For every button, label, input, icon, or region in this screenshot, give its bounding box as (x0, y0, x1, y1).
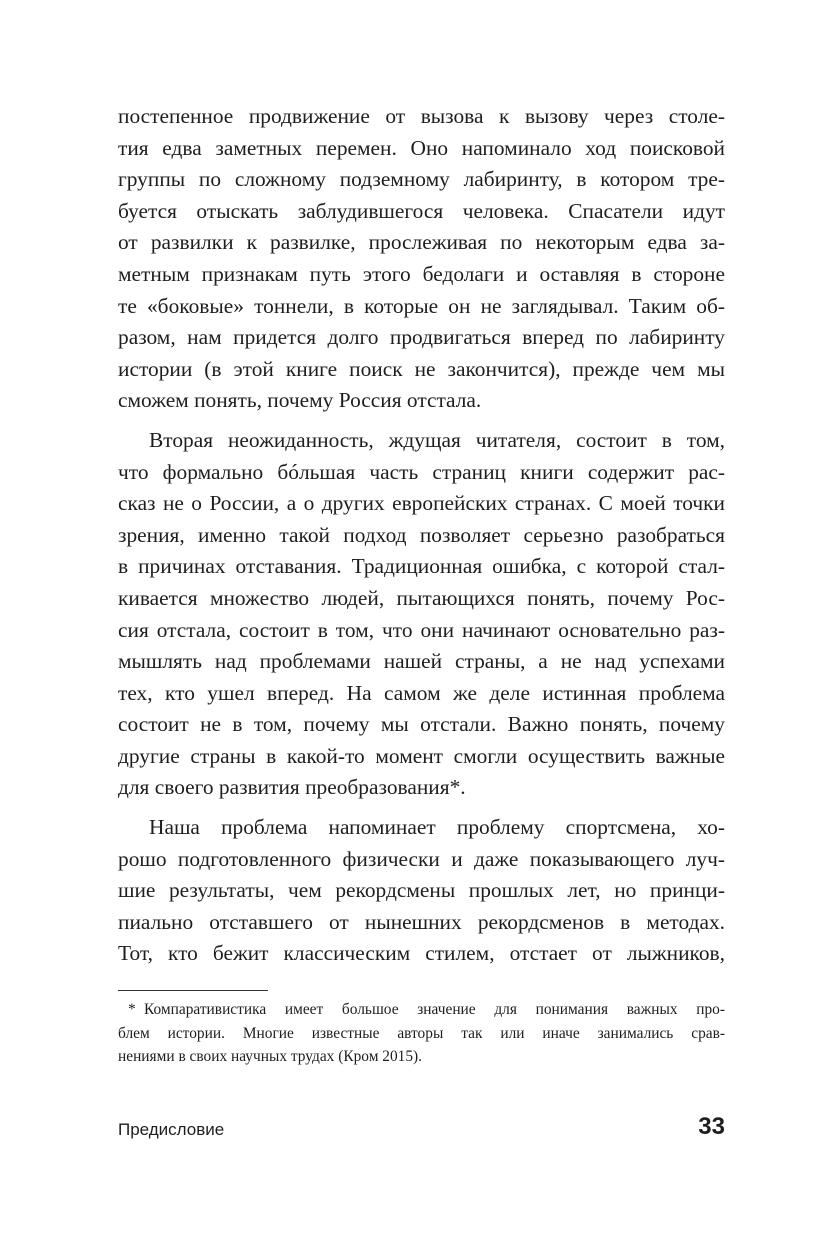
text-line: группы по сложному подземному лабиринту, в котором тре- (118, 167, 725, 192)
text-line: в причинах отставания. Традиционная ошибка, с которой стал- (118, 554, 725, 579)
text-line: тех, кто ушел вперед. На самом же деле истинная проблема (118, 680, 725, 705)
text-line: сия отстала, состоит в том, что они начинают основательно раз- (118, 617, 725, 642)
footnote-divider (118, 990, 268, 991)
footnote-mark: * (128, 1001, 136, 1018)
main-text (118, 101, 725, 970)
text-line: от развилки к развилке, прослеживая по некоторым едва за- (118, 230, 725, 255)
text-line: сказ не о России, а о других европейских странах. С моей точки (118, 491, 725, 516)
paragraph-spacer (118, 804, 725, 812)
text-line: постепенное продвижение от вызова к вызову через столе- (118, 104, 725, 128)
text-line: что формально бóльшая часть страниц книги содержит рас- (118, 459, 725, 484)
text-line: буется отыскать заблудившегося человека. Спасатели идут (118, 198, 725, 223)
text-line: шие результаты, чем рекордсмены прошлых лет, но принци- (118, 878, 725, 903)
text-line: истории (в этой книге поиск не закончится), прежде чем мы (118, 356, 725, 381)
paragraph-spacer (118, 417, 725, 425)
text-line: мышлять над проблемами нашей страны, а не над успехами (118, 649, 725, 674)
text-line: метным признакам путь этого бедолаги и оставляя в стороне (118, 261, 725, 286)
text-line: те «боковые» тоннели, в которые он не заглядывал. Таким об- (118, 293, 725, 318)
text-line: Наша проблема напоминает проблему спортсмена, хо- (149, 815, 725, 840)
text-line: кивается множество людей, пытающихся понять, почему Рос- (118, 585, 725, 610)
text-line: сможем понять, почему Россия отстала. (118, 388, 482, 413)
footnote-line: Компаративистика имеет большое значение для понимания важных про- (144, 1001, 725, 1018)
text-line: разом, нам придется долго продвигаться вперед по лабиринту (118, 325, 725, 350)
footnote (118, 998, 725, 1069)
footnote-line: блем истории. Многие известные авторы так или иначе занимались срав- (118, 1024, 725, 1042)
text-line: для своего развития преобразования*. (118, 775, 466, 800)
paragraph (118, 101, 725, 417)
text-line: Тот, кто бежит классическим стилем, отстает от лыжников, (118, 941, 725, 966)
running-footer-title: Предисловие (118, 1120, 225, 1139)
paragraph (118, 425, 725, 804)
text-line: тия едва заметных перемен. Оно напоминало ход поисковой (118, 135, 725, 160)
text-line: пиально отставшего от нынешних рекордсменов в методах. (118, 909, 725, 934)
page-number: 33 (698, 1113, 725, 1140)
text-line: зрения, именно такой подход позволяет серьезно разобраться (118, 522, 725, 547)
text-line: Вторая неожиданность, ждущая читателя, состоит в том, (149, 427, 725, 452)
footnote-line: нениями в своих научных трудах (Кром 2015). (118, 1048, 423, 1066)
text-line: рошо подготовленного физически и даже показывающего луч- (118, 846, 725, 871)
text-line: другие страны в какой-то момент смогли осуществить важные (118, 743, 725, 768)
text-line: состоит не в том, почему мы отстали. Важно понять, почему (118, 712, 725, 737)
paragraph (118, 812, 725, 970)
